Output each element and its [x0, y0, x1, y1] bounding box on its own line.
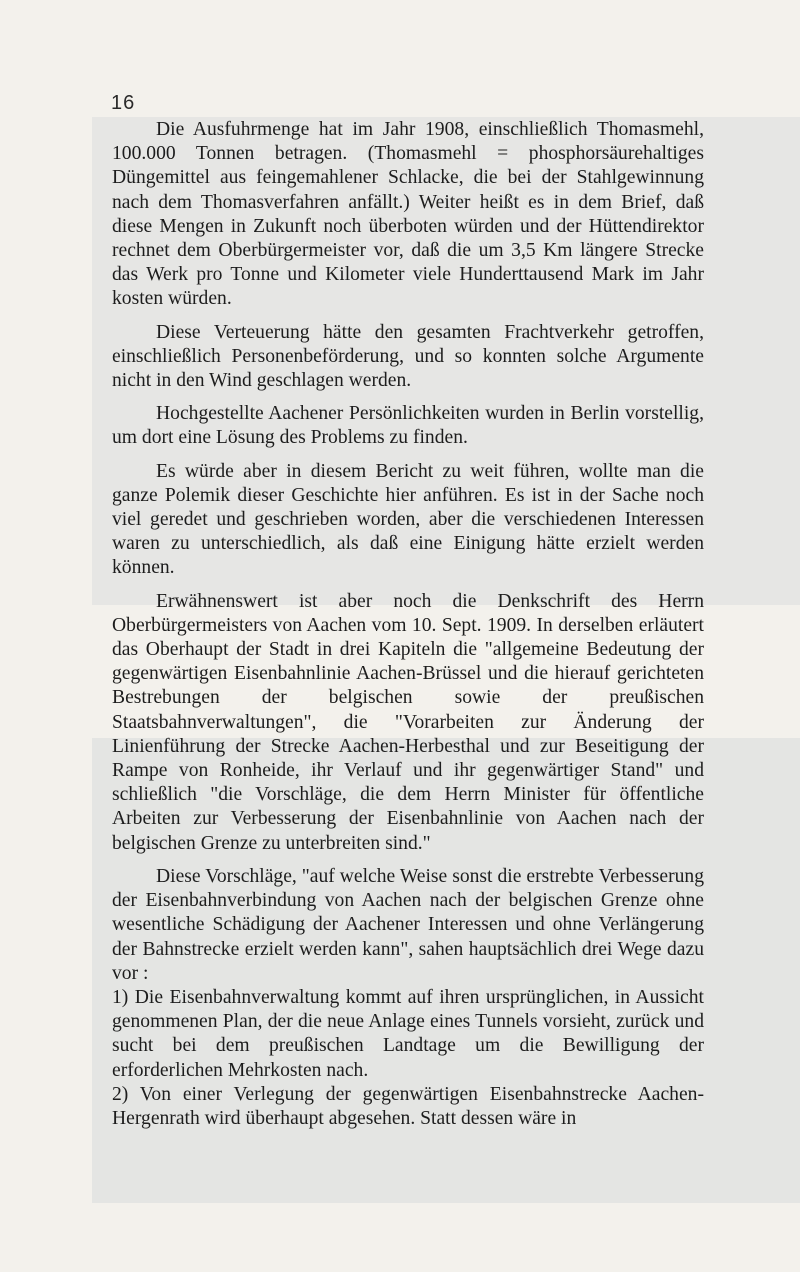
paragraph: Erwähnenswert ist aber noch die Denkschrift des Herrn Oberbürgermeisters von Aachen vom 10. Sept. 1909. In derselben erläutert das Oberhaupt der Stadt in drei Kapiteln die "allgemeine Bedeutung der gegenwärtigen Eisenbahnlinie Aachen-Brüssel und die hierauf gerichteten Bestrebungen der belgischen sowie der preußischen Staatsbahnverwaltungen", die "Vorarbeiten zur Änderung der Linienführung der Strecke Aachen-Herbesthal und zur Beseitigung der Rampe von Ronheide, ihr Verlauf und ihr gegenwärtiger Stand" und schließlich "die Vorschläge, die dem Herrn Minister für öffentliche Arbeiten zur Verbesserung der Eisenbahnlinie von Aachen nach der belgischen Grenze zu unterbreiten sind."	[112, 590, 704, 854]
paragraph: Es würde aber in diesem Bericht zu weit führen, wollte man die ganze Polemik dieser Geschichte hier anführen. Es ist in der Sache noch viel geredet und geschrieben worden, aber die verschiedenen Interessen waren zu unterschiedlich, als daß eine Einigung hätte erzielt werden können.	[112, 460, 704, 579]
page-number: 16	[111, 92, 136, 114]
paragraph: Diese Verteuerung hätte den gesamten Frachtverkehr getroffen, einschließlich Personenbeförderung, und so konnten solche Argumente nicht in den Wind geschlagen werden.	[112, 321, 704, 392]
paragraph: Die Ausfuhrmenge hat im Jahr 1908, einschließlich Thomasmehl, 100.000 Tonnen betragen. (Thomasmehl = phosphorsäurehaltiges Düngemittel aus feingemahlener Schlacke, die bei der Stahlgewinnung nach dem Thomasverfahren anfällt.) Weiter heißt es in dem Brief, daß diese Mengen in Zukunft noch überboten würden und der Hüttendirektor rechnet dem Oberbürgermeister vor, daß die um 3,5 Km längere Strecke das Werk pro Tonne und Kilometer viele Hunderttausend Mark im Jahr kosten würden.	[112, 119, 704, 310]
list-item: 2) Von einer Verlegung der gegenwärtigen Eisenbahnstrecke Aachen-Hergenrath wird überhaupt abgesehen. Statt dessen wäre in	[112, 1083, 704, 1129]
body-text	[112, 118, 704, 1131]
paragraph: Hochgestellte Aachener Persönlichkeiten wurden in Berlin vorstellig, um dort eine Lösung des Problems zu finden.	[112, 403, 704, 449]
list-item: 1) Die Eisenbahnverwaltung kommt auf ihren ursprünglichen, in Aussicht genommenen Plan, der die neue Anlage eines Tunnels vorsieht, zurück und sucht bei dem preußischen Landtage um die Bewilligung der erforderlichen Mehrkosten nach.	[112, 986, 704, 1081]
paragraph: Diese Vorschläge, "auf welche Weise sonst die erstrebte Verbesserung der Eisenbahnverbindung von Aachen nach der belgischen Grenze ohne wesentliche Schädigung der Aachener Interessen und ohne Verlängerung der Bahnstrecke erzielt werden kann", sahen hauptsächlich drei Wege dazu vor :	[112, 865, 704, 984]
